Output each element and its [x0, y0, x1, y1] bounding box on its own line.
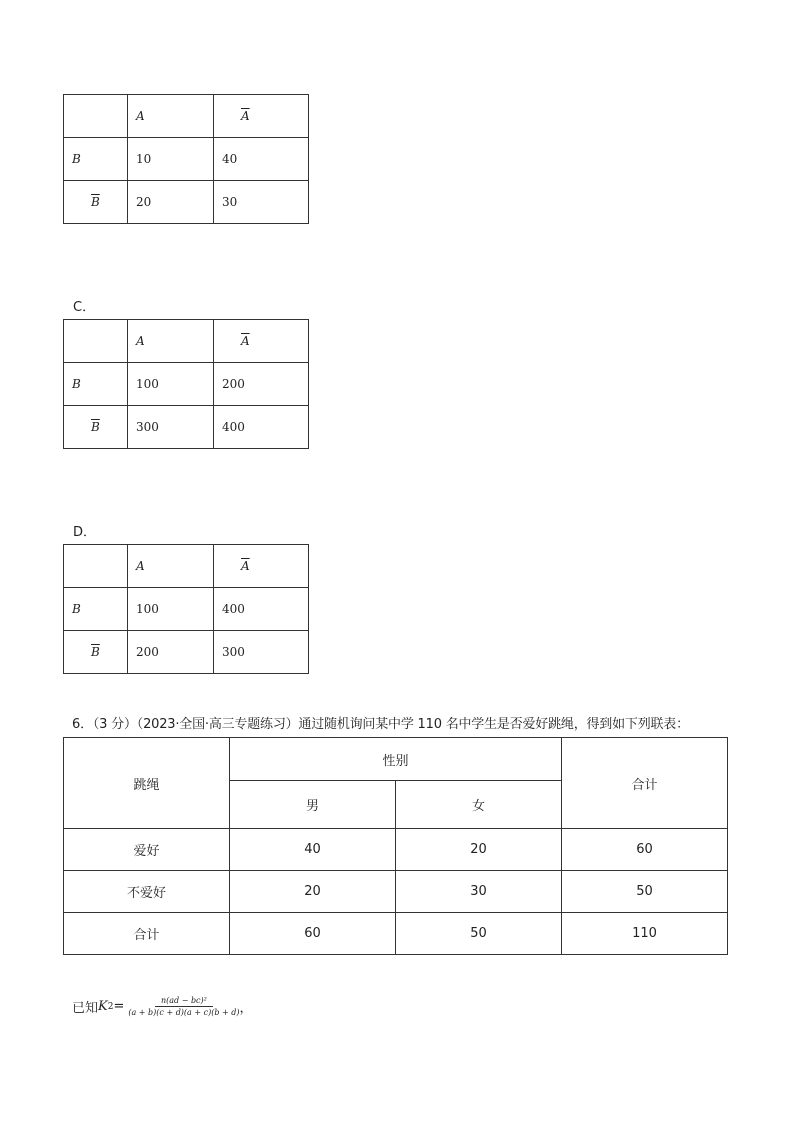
row-label-not-b: $\overline{B}$ — [64, 181, 128, 224]
row-header-cell: 跳绳 — [64, 738, 230, 829]
table-row — [64, 588, 309, 631]
contingency-table-c — [63, 319, 309, 449]
table-header-row — [64, 738, 728, 781]
formula-denominator: (a + b)(c + d)(a + c)(b + d) — [128, 1008, 240, 1017]
cell-value: 50 — [562, 871, 728, 913]
table-row — [64, 829, 728, 871]
total-header-cell: 合计 — [562, 738, 728, 829]
header-a: A — [128, 545, 214, 588]
row-label-not-b: $\overline{B}$ — [64, 631, 128, 674]
option-d-label: D． — [73, 525, 97, 540]
formula-suffix: ， — [239, 1001, 253, 1016]
header-not-a: $\overline{A}$ — [214, 95, 309, 138]
table-header-row — [64, 545, 309, 588]
header-not-a: $\overline{A}$ — [214, 545, 309, 588]
formula-exponent: 2 — [107, 1001, 114, 1012]
cell-value: 400 — [214, 406, 309, 449]
table-header-row — [64, 320, 309, 363]
table-row — [64, 406, 309, 449]
row-label: 合计 — [64, 913, 230, 955]
row-label-b: B — [64, 138, 128, 181]
formula-fraction — [128, 996, 239, 1017]
cell-value: 200 — [128, 631, 214, 674]
cell-value: 30 — [396, 871, 562, 913]
cell-value: 20 — [128, 181, 214, 224]
row-label: 爱好 — [64, 829, 230, 871]
row-label: 不爱好 — [64, 871, 230, 913]
formula-numerator: n(ad − bc)² — [155, 996, 213, 1007]
row-label-not-b: $\overline{B}$ — [64, 406, 128, 449]
survey-contingency-table — [63, 737, 728, 955]
cell-value: 50 — [396, 913, 562, 955]
cell-value: 40 — [214, 138, 309, 181]
header-empty-cell — [64, 95, 128, 138]
row-label-b: B — [64, 588, 128, 631]
formula-prefix: 已知 — [72, 1001, 99, 1016]
cell-value: 40 — [230, 829, 396, 871]
question-6-text: 6．（3 分）（2023·全国·高三专题练习）通过随机询问某中学 110 名中学生是否爱好跳绳，得到如下列联表： — [72, 717, 689, 732]
table-header-row — [64, 95, 309, 138]
table-row — [64, 138, 309, 181]
table-row — [64, 181, 309, 224]
group-header-cell: 性别 — [230, 738, 562, 781]
cell-value: 110 — [562, 913, 728, 955]
table-row — [64, 871, 728, 913]
cell-value: 100 — [128, 363, 214, 406]
cell-value: 30 — [214, 181, 309, 224]
header-a: A — [128, 95, 214, 138]
table-row — [64, 913, 728, 955]
female-header-cell: 女 — [396, 781, 562, 829]
k-squared-formula — [72, 996, 253, 1017]
header-empty-cell — [64, 545, 128, 588]
cell-value: 60 — [562, 829, 728, 871]
header-a: A — [128, 320, 214, 363]
cell-value: 60 — [230, 913, 396, 955]
cell-value: 20 — [396, 829, 562, 871]
male-header-cell: 男 — [230, 781, 396, 829]
header-not-a: $\overline{A}$ — [214, 320, 309, 363]
cell-value: 300 — [128, 406, 214, 449]
header-empty-cell — [64, 320, 128, 363]
cell-value: 20 — [230, 871, 396, 913]
table-row — [64, 631, 309, 674]
cell-value: 400 — [214, 588, 309, 631]
cell-value: 10 — [128, 138, 214, 181]
cell-value: 300 — [214, 631, 309, 674]
row-label-b: B — [64, 363, 128, 406]
contingency-table-b — [63, 94, 309, 224]
contingency-table-d — [63, 544, 309, 674]
option-c-label: C． — [73, 300, 96, 315]
formula-lhs: K — [98, 999, 108, 1014]
table-row — [64, 363, 309, 406]
cell-value: 100 — [128, 588, 214, 631]
formula-equals: = — [113, 999, 125, 1014]
cell-value: 200 — [214, 363, 309, 406]
